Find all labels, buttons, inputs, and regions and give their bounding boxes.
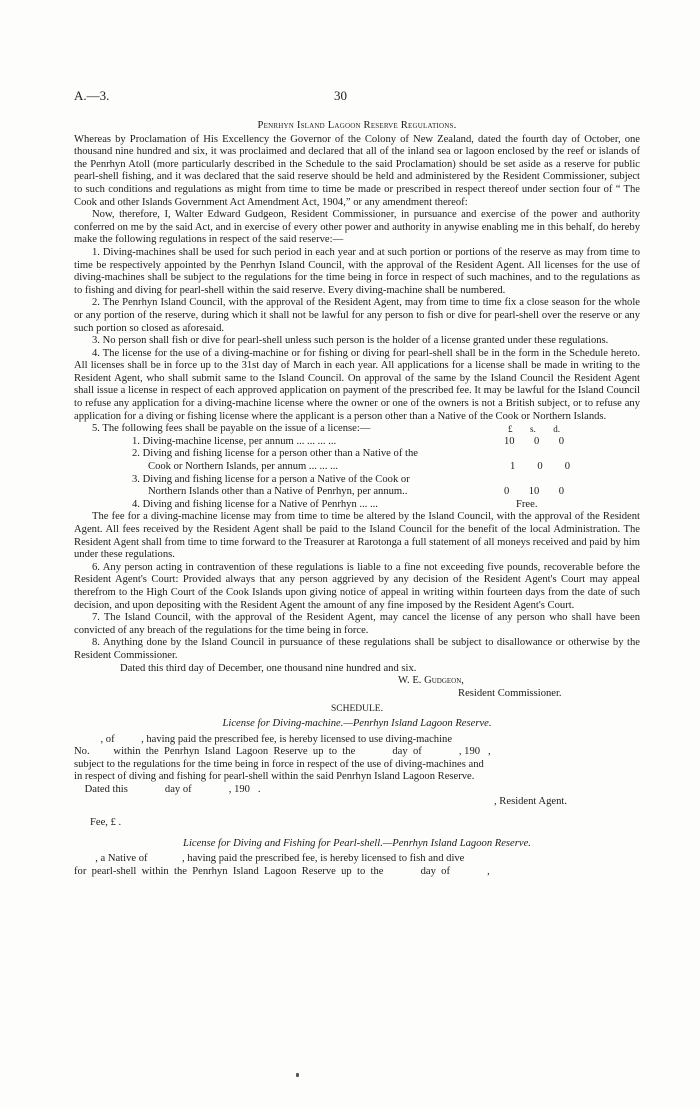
fee-item-amount [504,486,564,499]
preamble-paragraph: Whereas by Proclamation of His Excellency the Governor of the Colony of New Zealand, dated the fourth day of October, one thousand nine hundred and six, it was proclaimed and declared that all of the inland sea or lagoon enclosed by the reef or islands of the Penrhyn Atoll (more particularly described in the Schedule to the said Proclamation) should be set aside as a reserve for public pearl-shell fishing, and it was declared that the said reserve should be held and administered by the Resident Commissioner, subject to such conditions and regulations as might from time to time be made or prescribed in respect thereof under section four of “ The Cook and other Islands Government Act Amendment Act, 1904,” or any amendment thereof: [74,133,640,208]
regulations-title: Penrhyn Island Lagoon Reserve Regulations. [257,120,457,131]
regulation-2: 2. The Penrhyn Island Council, with the approval of the Resident Agent, may from time to time fix a close season for the whole or any portion of the reserve, during which it shall not be lawful for any person to fish or dive for pearl-shell over the reserve or any such portion so closed as aforesaid. [74,297,640,334]
regulation-8: 8. Anything done by the Island Council in pursuance of these regulations shall be subject to disallowance or otherwise by the Resident Commissioner. [74,637,640,661]
fee-item-amount [516,499,576,512]
regulation-5-tail: The fee for a diving-machine license may from time to time be altered by the Island Council, with the approval of the Resident Agent. All fees received by the Resident Agent shall be paid to the Island Council for the benefit of the local Administration. The Resident Agent shall from time to time forward to the Treasurer at Rarotonga a full statement of all moneys received and paid by him under these regulations. [74,511,640,561]
fee-shillings: 0 [534,435,540,447]
form1-line-2: No. within the Penrhyn Island Lagoon Reserve up to the day of , 190 , [74,746,491,758]
regulations-body [74,120,640,878]
signatory-name: W. E. Gudgeon, [398,675,464,687]
form1-agent-signature: , Resident Agent. [494,796,567,808]
pence-column-label: d. [553,424,560,435]
fee-pounds: 0 [504,486,510,498]
fee-table-header [74,423,640,436]
printer-mark [296,1073,299,1077]
fee-item-label: 2. Diving and fishing license for a person other than a Native of the [132,448,418,460]
signature-name-line [74,675,640,688]
regulation-7: 7. The Island Council, with the approval of the Resident Agent, may cancel the license of any person who shall have been convicted of any breach of the regulations for the time being in force. [74,612,640,636]
fee-item-3-line2 [74,486,640,499]
enacting-paragraph: Now, therefore, I, Walter Edward Gudgeon, Resident Commissioner, in pursuance and exercise of the power and authority conferred on me by the said Act, and in exercise of every other power and authority in anywise enabling me in this behalf, do hereby make the following regulations in respect of the said reserve:— [74,209,640,246]
fee-item-amount [504,436,564,449]
fee-item-2-line2 [74,461,640,474]
form1-line-1: , of , having paid the prescribed fee, is hereby licensed to use diving-machine [74,733,453,745]
fee-item-2-line1 [74,448,640,461]
signatory-role: Resident Commissioner. [458,687,562,699]
currency-columns [508,423,560,436]
fee-table [74,423,640,511]
dated-line: Dated this third day of December, one thousand nine hundred and six. [120,662,417,674]
fee-pence: 0 [558,486,564,498]
regulation-5-intro: 5. The following fees shall be payable on the issue of a license:— [92,423,371,435]
fee-item-label: 4. Diving and fishing license for a Native of Penrhyn ... ... [132,498,378,510]
fee-item-4 [74,499,640,512]
form2-line-2: for pearl-shell within the Penrhyn Island Lagoon Reserve up to the day of , [74,865,490,877]
form1-dated: Dated this day of , 190 . [74,783,261,795]
fee-pence: 0 [558,435,564,447]
form2-line-1: , a Native of , having paid the prescribed fee, is hereby licensed to fish and dive [74,853,465,865]
regulation-1: 1. Diving-machines shall be used for such period in each year and at such portion or portions of the reserve as may from time to time be respectively appointed by the Penrhyn Island Council, with the approval of the Resident Agent. All licenses for the use of diving-machines shall be subject to the regulations for the time being in force in respect of such machines, and to the regulations as to fishing and diving for pearl-shell within the said reserve. Every diving-machine shall be numbered. [74,246,640,296]
shillings-column-label: s. [529,424,536,435]
fee-item-label: 3. Diving and fishing license for a person a Native of the Cook or [132,473,410,485]
fee-item-3-line1 [74,474,640,487]
pounds-column-label: £ [508,424,513,435]
fee-shillings: 10 [528,486,540,498]
regulation-3: 3. No person shall fish or dive for pearl-shell unless such person is the holder of a license granted under these regulations. [92,335,609,347]
fee-item-amount [510,461,570,474]
form1-line-3: subject to the regulations for the time being in force in respect of the use of diving-machines and [74,758,484,770]
page-number: 30 [334,88,347,103]
page-header [0,88,700,104]
form2-title: License for Diving and Fishing for Pearl-shell.—Penrhyn Island Lagoon Reserve. [183,837,531,849]
form1-line-4: in respect of diving and fishing for pearl-shell within the said Penrhyn Island Lagoon Reserve. [74,771,475,783]
fee-item-label-cont: Cook or Northern Islands, per annum ... ... ... [148,461,339,473]
regulation-6: 6. Any person acting in contravention of these regulations is liable to a fine not exceeding five pounds, recoverable before the Resident Agent's Court: Provided always that any person aggrieved by any decision of the Resident Agent's Court may appeal therefrom to the High Court of the Cook Islands upon giving notice of appeal in writing within fourteen days from the date of such decision, and upon depositing with the Resident Agent the amount of any fine imposed by the Resident Agent's Court. [74,561,640,611]
fee-pounds: 10 [504,435,515,447]
fee-item-label: 1. Diving-machine license, per annum ... ... ... ... [132,435,337,447]
fee-item-label-cont: Northern Islands other than a Native of Penrhyn, per annum.. [148,486,408,498]
fee-free: Free. [516,498,538,510]
schedule-heading: SCHEDULE. [331,704,383,715]
form1-fee: Fee, £ . [90,817,122,829]
signature-role-line [74,688,640,701]
document-reference: A.—3. [74,88,110,103]
regulation-4: 4. The license for the use of a diving-machine or for fishing or diving for pearl-shell shall be in the form in the Schedule hereto. All licenses shall be in force up to the 31st day of March in each year. All applications for a license shall be made in writing to the Resident Agent, who shall submit same to the Island Council. On approval of the same by the Island Council the Resident Agent shall issue a license in respect of each approved application on payment of the prescribed fee. It may be lawful for the Island Council to refuse any application for a diving-machine license where the owner or one of the owners is not a British subject, or to refuse any application for a diving or fishing license where the applicant is a person other than a Native of the Cook or Northern Islands. [74,347,640,422]
fee-pence: 0 [564,461,570,473]
fee-pounds: 1 [510,461,516,473]
fee-shillings: 0 [537,461,543,473]
form1-title: License for Diving-machine.—Penrhyn Island Lagoon Reserve. [222,717,492,729]
fee-item-1 [74,436,640,449]
